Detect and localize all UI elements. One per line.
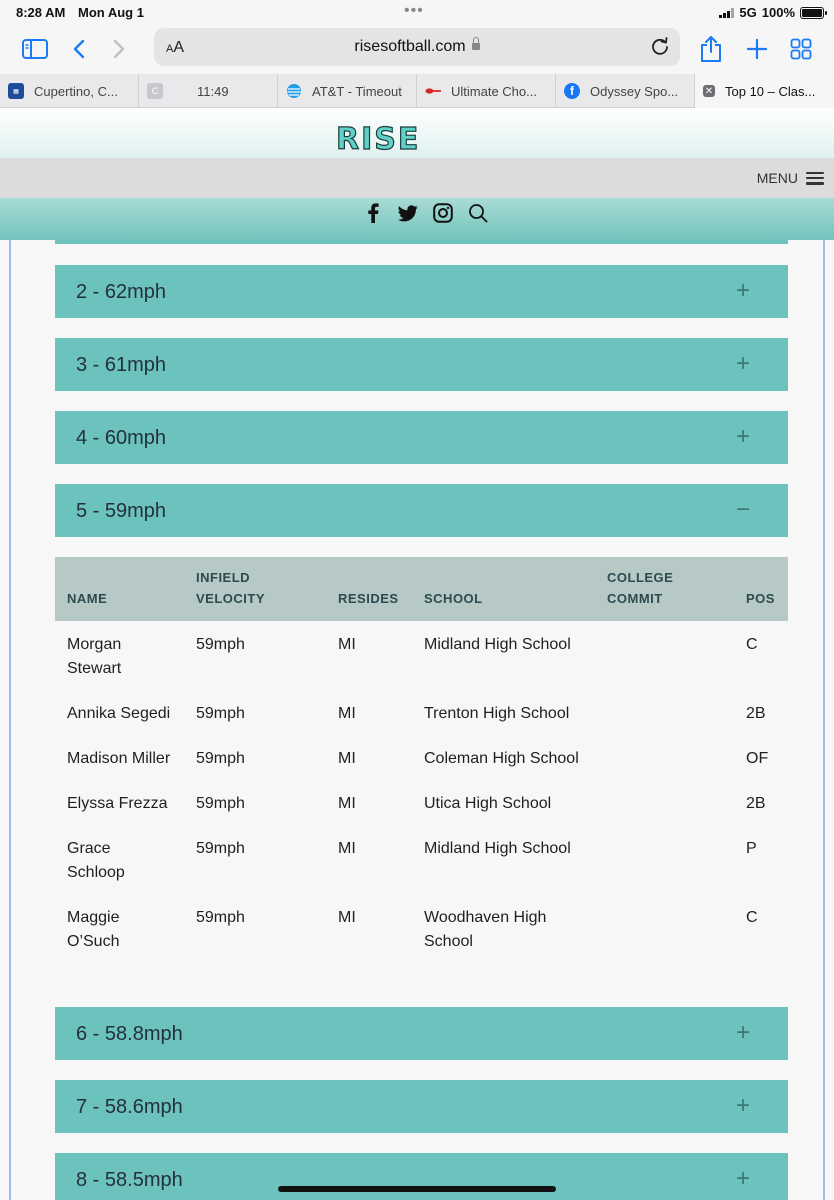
cell-pos: C (746, 909, 758, 926)
cell-name: Grace Schloop (67, 840, 125, 881)
ultimate-icon (425, 83, 441, 99)
accordion-4-60mph[interactable] (55, 411, 788, 464)
header-velocity-line2: VELOCITY (196, 591, 266, 606)
tab-label: Odyssey Spo... (590, 83, 679, 99)
table-row (55, 780, 788, 825)
cell-name: Elyssa Frezza (67, 795, 168, 812)
cell-school: Trenton High School (424, 705, 570, 722)
table-row (55, 894, 788, 963)
cell-resides: MI (338, 705, 356, 722)
cell-pos: C (746, 636, 758, 653)
status-right-group (719, 5, 824, 20)
cell-school: Utica High School (424, 795, 552, 812)
reload-icon[interactable] (650, 36, 670, 56)
hamburger-icon (806, 172, 824, 185)
text-size-button[interactable]: AA (166, 39, 185, 56)
cell-name: Annika Segedi (67, 705, 171, 722)
forward-icon[interactable] (104, 34, 134, 64)
accordion-label: 8 - 58.5mph (76, 1169, 183, 1191)
header-commit-line2: COMMIT (607, 591, 663, 606)
tab-strip (0, 74, 834, 108)
tab-label: 11:49 (197, 83, 229, 99)
tab-time[interactable] (139, 74, 278, 108)
battery-percent: 100% (761, 5, 795, 20)
header-commit-line1: COLLEGE (607, 570, 674, 585)
cell-resides: MI (338, 795, 356, 812)
expand-icon[interactable]: + (735, 350, 750, 377)
cell-pos: 2B (746, 795, 766, 812)
expand-icon[interactable]: + (735, 277, 750, 304)
instagram-icon[interactable] (432, 202, 454, 224)
accordion-6-58-8mph[interactable] (55, 1007, 788, 1060)
social-links (362, 202, 489, 224)
rise-logo[interactable]: RISE (336, 122, 421, 157)
accordion-7-58-6mph[interactable] (55, 1080, 788, 1133)
cell-commit (595, 825, 734, 894)
cell-school: Woodhaven High School (424, 909, 547, 950)
status-date: Mon Aug 1 (78, 5, 144, 20)
cell-pos: P (746, 840, 757, 857)
new-tab-icon[interactable] (742, 34, 772, 64)
url-display[interactable] (154, 38, 680, 56)
twitter-icon[interactable] (397, 202, 419, 224)
collapse-icon[interactable]: − (735, 496, 750, 523)
battery-icon (800, 7, 824, 19)
browser-toolbar (0, 26, 834, 74)
cell-school: Midland High School (424, 840, 571, 857)
cell-commit (595, 735, 734, 780)
cell-velocity: 59mph (196, 909, 245, 926)
network-label: 5G (739, 5, 757, 20)
multitasking-dots-icon[interactable]: ••• (404, 2, 424, 19)
header-velocity (184, 557, 326, 621)
accordion-label: 5 - 59mph (76, 500, 167, 522)
tab-label: Ultimate Cho... (451, 83, 537, 99)
header-velocity-line1: INFIELD (196, 570, 251, 585)
social-bar (0, 198, 834, 240)
c-icon: C (147, 83, 163, 99)
tab-cupertino[interactable] (0, 74, 139, 108)
header-resides: RESIDES (326, 557, 412, 621)
search-icon[interactable] (467, 202, 489, 224)
cell-commit (595, 894, 734, 963)
accordion-5-59mph[interactable] (55, 484, 788, 537)
tab-label: Cupertino, C... (34, 83, 118, 99)
tab-label: AT&T - Timeout (312, 83, 402, 99)
att-icon (286, 83, 302, 99)
weather-channel-icon: ▦ (8, 83, 24, 99)
cell-name: Madison Miller (67, 750, 171, 767)
cell-pos: OF (746, 750, 769, 767)
battery-fill (802, 9, 822, 17)
home-indicator[interactable] (278, 1186, 556, 1192)
cell-velocity: 59mph (196, 705, 245, 722)
tab-overview-icon[interactable] (786, 34, 816, 64)
table-row (55, 825, 788, 894)
tab-ultimate[interactable] (417, 74, 556, 108)
cell-name: Morgan Stewart (67, 636, 122, 677)
tab-odyssey[interactable] (556, 74, 695, 108)
site-menu-bar (0, 158, 834, 198)
status-time: 8:28 AM (16, 5, 66, 20)
cellular-signal-icon (719, 8, 734, 18)
cell-resides: MI (338, 840, 356, 857)
content-frame-left (9, 240, 11, 1200)
tab-label: Top 10 – Clas... (725, 83, 816, 99)
cell-velocity: 59mph (196, 840, 245, 857)
previous-accordion-edge (55, 240, 788, 244)
accordion-2-62mph[interactable] (55, 265, 788, 318)
cell-resides: MI (338, 636, 356, 653)
sidebar-icon[interactable] (20, 34, 50, 64)
accordion-label: 6 - 58.8mph (76, 1023, 183, 1045)
share-icon[interactable] (696, 34, 726, 64)
address-bar[interactable] (154, 28, 680, 66)
back-icon[interactable] (64, 34, 94, 64)
accordion-label: 3 - 61mph (76, 354, 167, 376)
cell-velocity: 59mph (196, 795, 245, 812)
cell-velocity: 59mph (196, 750, 245, 767)
table-row (55, 690, 788, 735)
lock-icon (472, 43, 480, 50)
cell-commit (595, 780, 734, 825)
tab-top-10[interactable] (695, 74, 834, 108)
header-pos: POS (734, 557, 788, 621)
accordion-label: 4 - 60mph (76, 427, 167, 449)
cell-name: Maggie O’Such (67, 909, 120, 950)
expand-icon[interactable]: + (735, 1019, 750, 1046)
header-school: SCHOOL (412, 557, 595, 621)
accordion-label: 2 - 62mph (76, 281, 167, 303)
url-text: risesoftball.com (354, 38, 466, 55)
expand-icon[interactable]: + (735, 1165, 750, 1192)
header-name: NAME (55, 557, 184, 621)
close-icon[interactable]: ✕ (704, 85, 714, 97)
player-table (55, 557, 788, 963)
content-frame-right (823, 240, 825, 1200)
facebook-icon[interactable] (362, 202, 384, 224)
cell-commit (595, 690, 734, 735)
cell-velocity: 59mph (196, 636, 245, 653)
facebook-icon: f (564, 83, 580, 99)
expand-icon[interactable]: + (735, 423, 750, 450)
accordion-8-58-5mph[interactable] (55, 1153, 788, 1200)
table-row (55, 735, 788, 780)
table-header-row (55, 557, 788, 621)
cell-resides: MI (338, 750, 356, 767)
expand-icon[interactable]: + (735, 1092, 750, 1119)
tab-att[interactable] (278, 74, 417, 108)
cell-commit (595, 621, 734, 690)
status-bar (0, 0, 834, 26)
menu-button[interactable] (757, 170, 824, 186)
cell-pos: 2B (746, 705, 766, 722)
menu-label: MENU (756, 170, 798, 186)
accordion-3-61mph[interactable] (55, 338, 788, 391)
cell-school: Midland High School (424, 636, 571, 653)
header-commit (595, 557, 734, 621)
cell-school: Coleman High School (424, 750, 579, 767)
cell-resides: MI (338, 909, 356, 926)
accordion-label: 7 - 58.6mph (76, 1096, 183, 1118)
table-row (55, 621, 788, 690)
